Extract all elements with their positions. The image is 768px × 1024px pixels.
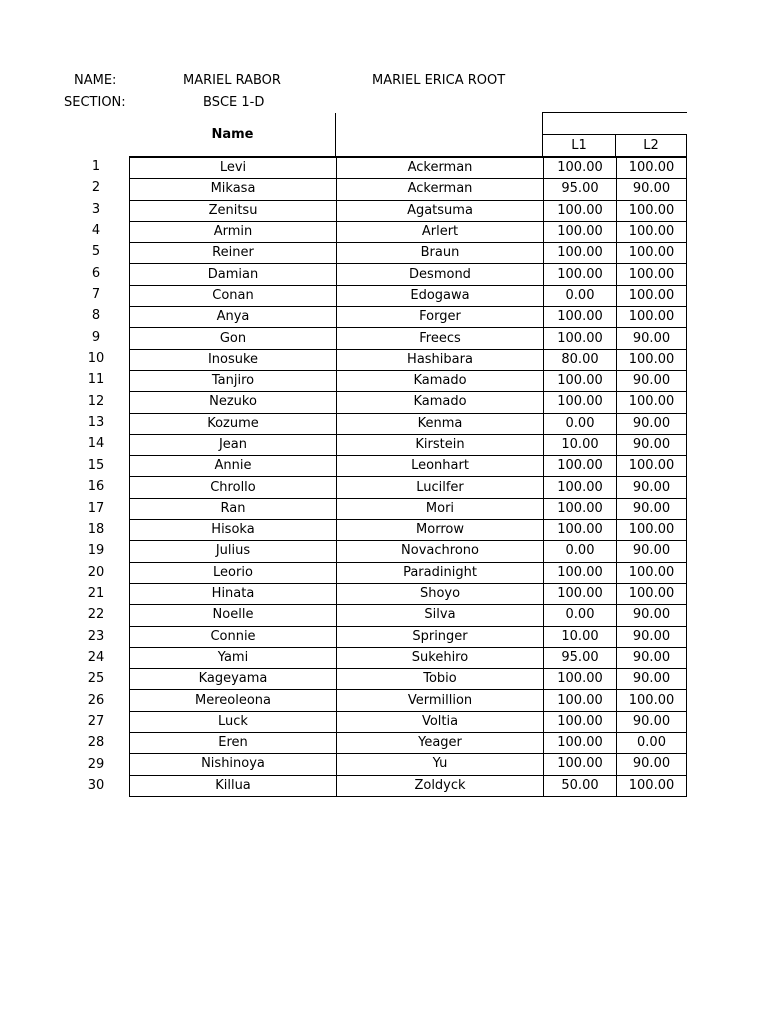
table-row [130,498,687,519]
l2-score-cell: 90.00 [617,328,687,349]
l2-score-cell: 100.00 [617,243,687,264]
l2-score-cell: 100.00 [617,221,687,242]
l1-score-cell: 100.00 [544,243,617,264]
student-roster-table [129,156,687,797]
first-name-cell: Tanjiro [130,370,337,391]
table-row [130,413,687,434]
table-row [130,370,687,391]
l1-score-cell: 100.00 [544,498,617,519]
table-row [130,562,687,583]
first-name-cell: Ran [130,498,337,519]
last-name-cell: Agatsuma [337,200,544,221]
l2-score-cell: 0.00 [617,733,687,754]
first-name-cell: Hinata [130,583,337,604]
l1-score-cell: 80.00 [544,349,617,370]
table-row [130,392,687,413]
last-name-cell: Springer [337,626,544,647]
first-name-cell: Gon [130,328,337,349]
last-name-cell: Tobio [337,669,544,690]
row-number: 23 [87,628,105,644]
table-row [130,754,687,775]
l2-score-cell: 100.00 [617,200,687,221]
table-row [130,669,687,690]
row-number: 29 [87,756,105,772]
table-row [130,456,687,477]
last-name-cell: Hashibara [337,349,544,370]
last-name-cell: Kirstein [337,434,544,455]
l1-score-cell: 100.00 [544,370,617,391]
row-number: 6 [91,265,101,281]
l1-score-cell: 100.00 [544,307,617,328]
l1-score-cell: 0.00 [544,413,617,434]
l1-score-cell: 100.00 [544,392,617,413]
l2-score-cell: 100.00 [617,690,687,711]
column-header-l2: L2 [643,138,659,153]
last-name-cell: Arlert [337,221,544,242]
row-number: 18 [87,521,105,537]
l2-score-cell: 90.00 [617,434,687,455]
last-name-cell: Leonhart [337,456,544,477]
column-header-l1: L1 [571,138,587,153]
name-column-title: Name [211,127,254,142]
last-name-cell: Desmond [337,264,544,285]
l2-score-cell: 90.00 [617,754,687,775]
last-name-cell: Yeager [337,733,544,754]
table-row [130,349,687,370]
l2-score-cell: 90.00 [617,370,687,391]
row-number: 9 [91,329,101,345]
l2-score-cell: 100.00 [617,583,687,604]
last-name-cell: Silva [337,605,544,626]
first-name-cell: Hisoka [130,520,337,541]
row-number: 19 [87,543,105,559]
row-number: 26 [87,692,105,708]
table-row [130,179,687,200]
row-number: 8 [91,308,101,324]
last-name-cell: Shoyo [337,583,544,604]
first-name-cell: Mikasa [130,179,337,200]
l1-score-cell: 100.00 [544,733,617,754]
l1-score-cell: 100.00 [544,754,617,775]
l2-score-cell: 100.00 [617,775,687,796]
l1-score-cell: 100.00 [544,264,617,285]
name-label: NAME: [74,73,117,88]
row-number-column [76,156,116,796]
table-row [130,711,687,732]
table-row [130,733,687,754]
section-label: SECTION: [64,95,126,110]
first-name-cell: Reiner [130,243,337,264]
l1-score-cell: 100.00 [544,583,617,604]
first-name-cell: Yami [130,647,337,668]
l1-score-cell: 100.00 [544,200,617,221]
last-name-cell: Edogawa [337,285,544,306]
row-number: 3 [91,201,101,217]
l1-score-cell: 95.00 [544,179,617,200]
first-name-cell: Eren [130,733,337,754]
last-name-cell: Kamado [337,392,544,413]
name-value-secondary: MARIEL ERICA ROOT [372,73,506,88]
l1-score-cell: 100.00 [544,157,617,179]
table-row [130,221,687,242]
row-number: 20 [87,564,105,580]
first-name-cell: Conan [130,285,337,306]
l2-score-cell: 100.00 [617,285,687,306]
row-number: 7 [91,287,101,303]
table-row [130,605,687,626]
row-number: 13 [87,415,105,431]
row-number: 28 [87,735,105,751]
first-name-cell: Chrollo [130,477,337,498]
row-number: 30 [87,777,105,793]
first-name-cell: Nishinoya [130,754,337,775]
l2-score-cell: 90.00 [617,626,687,647]
row-number: 10 [87,351,105,367]
table-row [130,243,687,264]
table-row [130,434,687,455]
table-row [130,775,687,796]
row-number: 21 [87,585,105,601]
l2-score-cell: 100.00 [617,307,687,328]
last-name-cell: Ackerman [337,179,544,200]
l1-score-cell: 100.00 [544,690,617,711]
last-name-cell: Forger [337,307,544,328]
l1-score-cell: 100.00 [544,520,617,541]
l1-score-cell: 0.00 [544,285,617,306]
l1-score-cell: 50.00 [544,775,617,796]
row-number: 25 [87,671,105,687]
l2-score-cell: 90.00 [617,179,687,200]
first-name-cell: Connie [130,626,337,647]
row-number: 11 [87,372,105,388]
last-name-cell: Sukehiro [337,647,544,668]
first-name-cell: Nezuko [130,392,337,413]
l2-score-cell: 100.00 [617,264,687,285]
last-name-cell: Braun [337,243,544,264]
row-number: 24 [87,649,105,665]
last-name-cell: Yu [337,754,544,775]
l2-score-cell: 100.00 [617,562,687,583]
l1-score-cell: 100.00 [544,477,617,498]
table-row [130,264,687,285]
first-name-cell: Armin [130,221,337,242]
row-number: 12 [87,393,105,409]
table-row [130,477,687,498]
last-name-cell: Lucilfer [337,477,544,498]
l1-score-cell: 100.00 [544,562,617,583]
last-name-cell: Ackerman [337,157,544,179]
table-row [130,541,687,562]
table-row [130,328,687,349]
l1-score-cell: 100.00 [544,456,617,477]
header-divider-vertical [335,113,336,157]
l2-score-cell: 100.00 [617,456,687,477]
last-name-cell: Vermillion [337,690,544,711]
last-name-cell: Freecs [337,328,544,349]
first-name-cell: Zenitsu [130,200,337,221]
first-name-cell: Luck [130,711,337,732]
l2-score-cell: 90.00 [617,605,687,626]
table-row [130,157,687,179]
first-name-cell: Julius [130,541,337,562]
row-number: 2 [91,180,101,196]
first-name-cell: Killua [130,775,337,796]
row-number: 16 [87,479,105,495]
section-value: BSCE 1-D [203,95,265,110]
last-name-cell: Voltia [337,711,544,732]
table-row [130,520,687,541]
l2-score-cell: 100.00 [617,520,687,541]
l2-score-cell: 90.00 [617,413,687,434]
row-number: 17 [87,500,105,516]
last-name-cell: Paradinight [337,562,544,583]
l1-score-cell: 10.00 [544,434,617,455]
row-number: 5 [91,244,101,260]
header-box-top [542,112,687,113]
l2-score-cell: 90.00 [617,541,687,562]
l2-score-cell: 100.00 [617,392,687,413]
row-number: 1 [91,159,101,174]
table-row [130,200,687,221]
table-row [130,583,687,604]
first-name-cell: Levi [130,157,337,179]
l2-score-cell: 90.00 [617,711,687,732]
last-name-cell: Zoldyck [337,775,544,796]
header-box-right [686,134,687,156]
l1-score-cell: 100.00 [544,711,617,732]
first-name-cell: Anya [130,307,337,328]
first-name-cell: Kozume [130,413,337,434]
first-name-cell: Noelle [130,605,337,626]
table-row [130,690,687,711]
l1-score-cell: 10.00 [544,626,617,647]
first-name-cell: Inosuke [130,349,337,370]
name-value: MARIEL RABOR [183,73,281,88]
l2-score-cell: 90.00 [617,498,687,519]
l2-score-cell: 90.00 [617,647,687,668]
row-number: 22 [87,607,105,623]
l1-score-cell: 100.00 [544,669,617,690]
last-name-cell: Novachrono [337,541,544,562]
last-name-cell: Kamado [337,370,544,391]
table-row [130,285,687,306]
table-row [130,647,687,668]
row-number: 27 [87,713,105,729]
l2-score-cell: 90.00 [617,669,687,690]
l1-score-cell: 100.00 [544,221,617,242]
row-number: 15 [87,457,105,473]
table-row [130,307,687,328]
last-name-cell: Kenma [337,413,544,434]
row-number: 14 [87,436,105,452]
l1-score-cell: 95.00 [544,647,617,668]
l1-score-cell: 100.00 [544,328,617,349]
last-name-cell: Mori [337,498,544,519]
l1-score-cell: 0.00 [544,605,617,626]
first-name-cell: Annie [130,456,337,477]
l2-score-cell: 90.00 [617,477,687,498]
table-row [130,626,687,647]
l2-score-cell: 100.00 [617,349,687,370]
last-name-cell: Morrow [337,520,544,541]
first-name-cell: Mereoleona [130,690,337,711]
first-name-cell: Jean [130,434,337,455]
first-name-cell: Damian [130,264,337,285]
l1-score-cell: 0.00 [544,541,617,562]
l2-score-cell: 100.00 [617,157,687,179]
first-name-cell: Leorio [130,562,337,583]
row-number: 4 [91,223,101,239]
first-name-cell: Kageyama [130,669,337,690]
